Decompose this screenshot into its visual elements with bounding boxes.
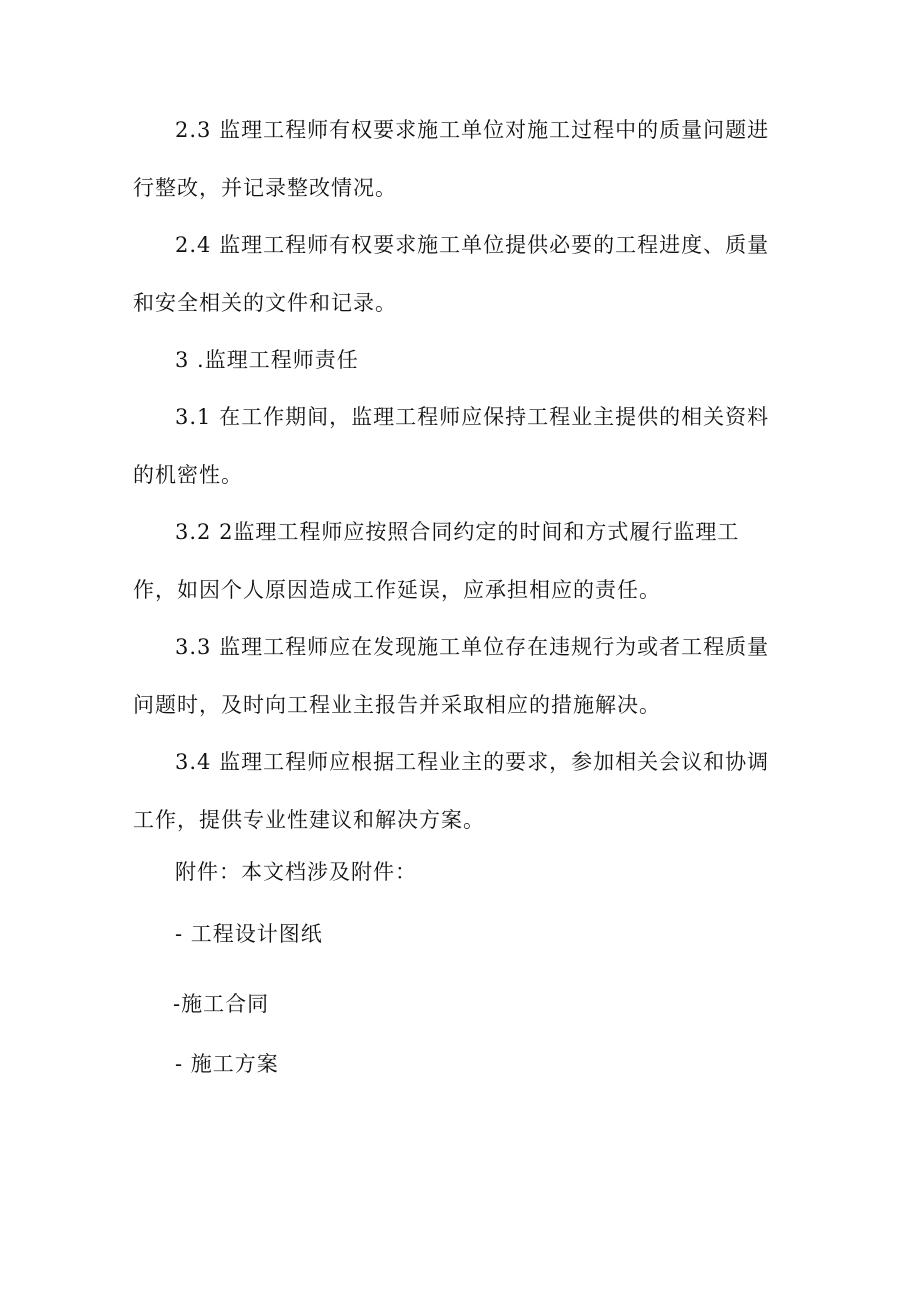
attachments-heading: 附件：本文档涉及附件： [175, 860, 417, 884]
paragraph-2-4: 2.4 监理工程师有权要求施工单位提供必要的工程进度、质量和安全相关的文件和记录。 [133, 233, 770, 315]
paragraph-3-3: 3.3 监理工程师应在发现施工单位存在违规行为或者工程质量问题时，及时向工程业主报告并采取相应的措施解决。 [133, 635, 770, 717]
paragraph-2-3: 2.3 监理工程师有权要求施工单位对施工过程中的质量问题进行整改，并记录整改情况。 [133, 118, 770, 200]
section-heading-3: 3 .监理工程师责任 [175, 348, 359, 372]
attachment-item: -施工合同 [173, 992, 270, 1016]
attachment-item: - 施工方案 [175, 1052, 279, 1076]
paragraph-3-1: 3.1 在工作期间，监理工程师应保持工程业主提供的相关资料的机密性。 [133, 405, 770, 487]
attachment-item: - 工程设计图纸 [175, 922, 323, 946]
paragraph-3-2: 3.2 2监理工程师应按照合同约定的时间和方式履行监理工作，如因个人原因造成工作延误，应承担相应的责任。 [133, 520, 740, 602]
paragraph-3-4: 3.4 监理工程师应根据工程业主的要求，参加相关会议和协调工作，提供专业性建议和解决方案。 [133, 750, 770, 832]
